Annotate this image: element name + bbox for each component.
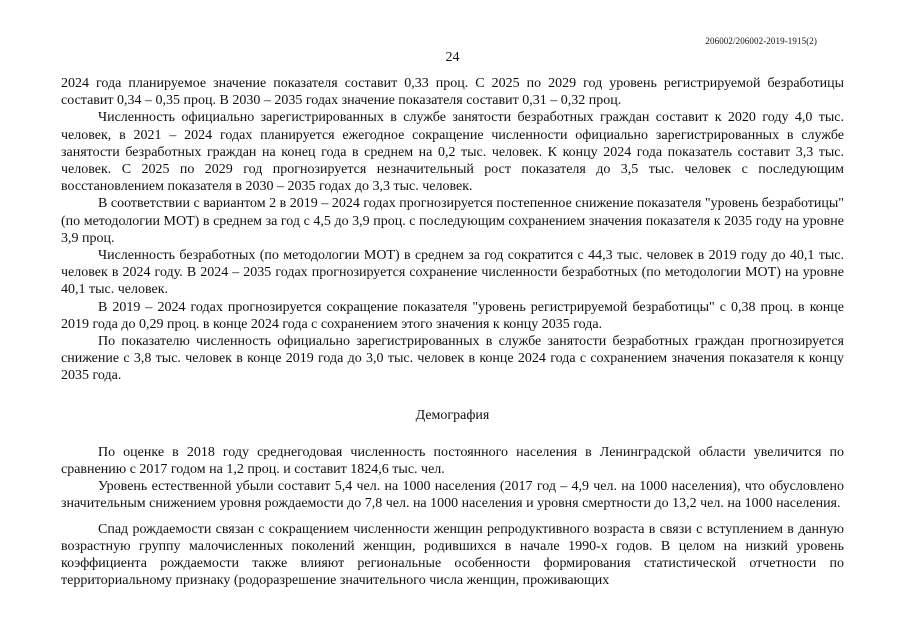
paragraph: Численность официально зарегистрированных в службе занятости безработных граждан составит к 2020 году 4,0 тыс. человек, в 2021 – 2024 годах планируется ежегодное сокращение численности официально зарегистрированных в службе занятости безработных граждан на конец года в среднем на 0,2 тыс. человек. К концу 2024 года показатель составит 3,3 тыс. человек. С 2025 по 2029 год прогнозируется незначительный рост показателя до 3,5 тыс. человек с последующим восстановлением показателя в 2030 – 2035 годах до 3,3 тыс. человек. [61,110,844,195]
paragraph: По оценке в 2018 году среднегодовая численность постоянного населения в Ленинградской области увеличится по сравнению с 2017 годом на 1,2 проц. и составит 1824,6 тыс. чел. [61,444,844,478]
document-code: 206002/206002-2019-1915(2) [705,36,817,46]
paragraph: По показателю численность официально зарегистрированных в службе занятости безработных граждан прогнозируется снижение с 3,8 тыс. человек в конце 2019 года до 3,0 тыс. человек в конце 2024 года с сохранением значения показателя к концу 2035 года. [61,334,844,384]
paragraph: Численность безработных (по методологии МОТ) в среднем за год сократится с 44,3 тыс. человек в 2019 году до 40,1 тыс. человек в 2024 году. В 2024 – 2035 годах прогнозируется сохранение численности безработных (по методологии МОТ) на уровне 40,1 тыс. человек. [61,248,844,298]
paragraph: Спад рождаемости связан с сокращением численности женщин репродуктивного возраста в связи с вступлением в данную возрастную группу малочисленных поколений женщин, родившихся в начале 1990-х годов. В целом на низкий уровень коэффициента рождаемости также влияют региональные особенности формирования статистической отчетности по территориальному признаку (родоразрешение значительного числа женщин, проживающих [61,521,844,589]
section-heading: Демография [415,407,490,423]
paragraph: 2024 года планируемое значение показателя составит 0,33 проц. С 2025 по 2029 год уровень регистрируемой безработицы составит 0,34 – 0,35 проц. В 2030 – 2035 годах значение показателя составит 0,31 – 0,32 проц. [61,76,844,109]
paragraph-gap [61,513,844,521]
paragraph: Уровень естественной убыли составит 5,4 чел. на 1000 населения (2017 год – 4,9 чел. на 1000 населения), что обусловлено значительным снижением уровня рождаемости до 7,8 чел. на 1000 населения и уровня смертности до 13,2 чел. на 1000 населения. [61,479,844,512]
paragraph: В 2019 – 2024 годах прогнозируется сокращение показателя "уровень регистрируемой безработицы" с 0,38 проц. в конце 2019 года до 0,29 проц. в конце 2024 года с сохранением этого значения к концу 2035 года. [61,299,844,332]
document-body [61,75,844,589]
page-number: 24 [445,50,460,65]
paragraph: В соответствии с вариантом 2 в 2019 – 2024 годах прогнозируется постепенное снижение показателя "уровень безработицы" (по методологии МОТ) в среднем за год с 4,5 до 3,9 проц. с последующим сохранением значения показателя к 2035 году на уровне 3,9 проц. [61,196,844,246]
